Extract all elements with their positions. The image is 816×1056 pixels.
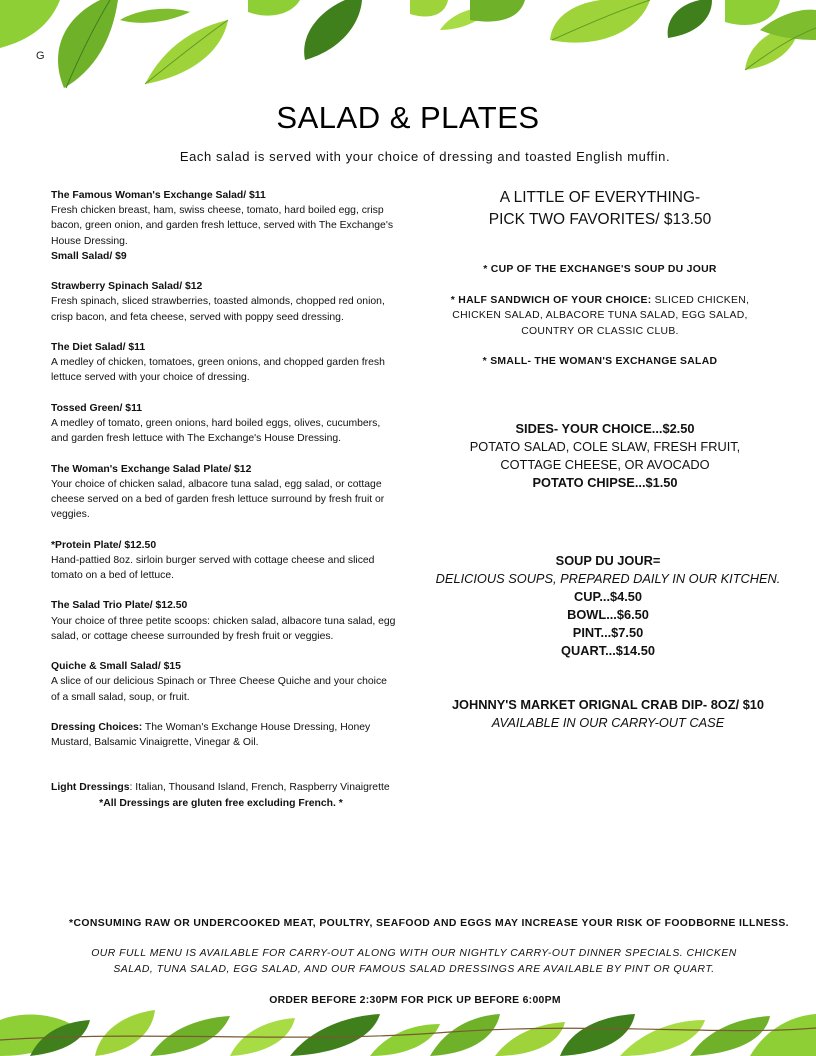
combo-heading-line1: A LITTLE OF EVERYTHING- xyxy=(499,189,701,206)
soup-cup-price: CUP...$4.50 xyxy=(573,589,643,604)
menu-item-strawberry-spinach xyxy=(51,279,396,325)
menu-item-desc: Hand-pattied 8oz. sirloin burger served with cottage cheese and sliced tomato on a bed of lettuce. xyxy=(51,554,375,581)
sides-chips: POTATO CHIPSE...$1.50 xyxy=(532,475,678,490)
combo-option-sandwich-label: * HALF SANDWICH OF YOUR CHOICE: xyxy=(450,294,652,306)
menu-item-title: The Woman's Exchange Salad Plate/ $12 xyxy=(51,463,252,475)
menu-item-quiche xyxy=(51,659,396,705)
menu-item-small-price: Small Salad/ $9 xyxy=(51,250,127,262)
menu-item-desc: Fresh spinach, sliced strawberries, toasted almonds, chopped red onion, crisp bacon, and feta cheese, served with poppy seed dressing. xyxy=(51,296,385,323)
menu-item-title: Strawberry Spinach Salad/ $12 xyxy=(51,281,203,293)
right-column xyxy=(432,186,781,730)
crab-dip-note: AVAILABLE IN OUR CARRY-OUT CASE xyxy=(491,715,725,730)
menu-item-desc: Your choice of three petite scoops: chicken salad, albacore tuna salad, egg salad, or cottage cheese surrounded by fresh fruit or veggies. xyxy=(51,615,396,642)
menu-item-desc: A slice of our delicious Spinach or Three Cheese Quiche and your choice of a small salad, soup, or fruit. xyxy=(51,676,387,703)
menu-item-title: The Salad Trio Plate/ $12.50 xyxy=(51,600,188,612)
menu-item-title: Quiche & Small Salad/ $15 xyxy=(51,661,181,673)
salad-list xyxy=(51,188,396,811)
sides-line2: COTTAGE CHEESE, OR AVOCADO xyxy=(500,457,710,472)
order-deadline: ORDER BEFORE 2:30PM FOR PICK UP BEFORE 6:00PM xyxy=(269,995,561,1006)
menu-item-desc: A medley of chicken, tomatoes, green onions, and chopped garden fresh lettuce served with your choice of dressing. xyxy=(51,357,385,384)
bottom-leaf-border xyxy=(0,1010,816,1056)
corner-letter: G xyxy=(36,50,45,62)
crab-dip-heading: JOHNNY'S MARKET ORIGNAL CRAB DIP- 8OZ/ $10 xyxy=(451,697,765,712)
menu-item-salad-plate xyxy=(51,462,396,523)
menu-item-desc: A medley of tomato, green onions, hard boiled eggs, olives, cucumbers, and garden fresh lettuce with The Exchange's House Dressing. xyxy=(51,418,381,445)
soup-bowl-price: BOWL...$6.50 xyxy=(567,607,649,622)
leaf-icon xyxy=(0,0,816,88)
combo-option-soup xyxy=(432,262,768,277)
combo-heading-line2: PICK TWO FAVORITES/ $13.50 xyxy=(488,211,712,228)
menu-item-title: The Famous Woman's Exchange Salad/ $11 xyxy=(51,190,266,201)
crab-dip-section xyxy=(432,696,784,732)
combo-options xyxy=(432,262,768,370)
gluten-free-note: *All Dressings are gluten free excluding French. * xyxy=(99,797,343,809)
menu-item-salad-trio xyxy=(51,598,396,644)
soup-tagline: DELICIOUS SOUPS, PREPARED DAILY IN OUR KITCHEN. xyxy=(435,571,781,586)
menu-item-title: Tossed Green/ $11 xyxy=(51,402,143,414)
combo-option-sandwich-text: SLICED CHICKEN, CHICKEN SALAD, ALBACORE TUNA SALAD, EGG SALAD, COUNTRY OR CLASSIC CLUB. xyxy=(452,294,750,337)
menu-item-desc: Fresh chicken breast, ham, swiss cheese, tomato, hard boiled egg, crisp bacon, green onion, and garden fresh lettuce, served with The Exchange's House Dressing. xyxy=(51,205,394,247)
carryout-note: OUR FULL MENU IS AVAILABLE FOR CARRY-OUT ALONG WITH OUR NIGHTLY CARRY-OUT DINNER SPECIALS. CHICKEN SALAD, TUNA SALAD, EGG SALAD, AND OUR FAMOUS SALAD DRESSINGS ARE AVAILABLE BY PINT OR QUART. xyxy=(91,948,737,975)
soup-section xyxy=(432,552,784,660)
light-dressings xyxy=(51,780,396,810)
foodborne-warning: *CONSUMING RAW OR UNDERCOOKED MEAT, POULTRY, SEAFOOD AND EGGS MAY INCREASE YOUR RISK OF FOODBORNE ILLNESS. xyxy=(69,918,789,929)
menu-item-desc: Your choice of chicken salad, albacore tuna salad, egg salad, or cottage cheese served on a bed of garden fresh lettuce surround by fresh fruit or veggies. xyxy=(51,478,385,521)
dressing-choices-text: The Woman's Exchange House Dressing, Honey Mustard, Balsamic Vinaigrette, Vinegar & Oil. xyxy=(51,721,371,749)
sides-section xyxy=(432,420,778,492)
soup-pint-price: PINT...$7.50 xyxy=(572,625,644,640)
sides-line1: POTATO SALAD, COLE SLAW, FRESH FRUIT, xyxy=(469,439,741,454)
light-dressings-label: Light Dressings xyxy=(51,782,130,794)
combo-option-salad xyxy=(432,354,768,369)
menu-item-tossed-green xyxy=(51,401,396,447)
dressing-choices-label: Dressing Choices: xyxy=(51,721,143,733)
page-title: SALAD & PLATES xyxy=(276,100,540,135)
combo-option-sandwich xyxy=(432,293,768,339)
soup-quart-price: QUART...$14.50 xyxy=(561,643,655,658)
page-subtitle: Each salad is served with your choice of dressing and toasted English muffin. xyxy=(179,149,671,164)
combo-option-salad-text: * SMALL- THE WOMAN'S EXCHANGE SALAD xyxy=(482,356,718,368)
leaf-icon xyxy=(0,1010,816,1056)
menu-item-title: The Diet Salad/ $11 xyxy=(51,342,146,353)
light-dressings-text: : Italian, Thousand Island, French, Raspberry Vinaigrette xyxy=(129,782,390,794)
sides-heading: SIDES- YOUR CHOICE...$2.50 xyxy=(515,421,695,436)
menu-item-famous-salad xyxy=(51,188,396,264)
top-leaf-border xyxy=(0,0,816,95)
dressing-choices xyxy=(51,720,396,750)
soup-heading: SOUP DU JOUR= xyxy=(555,553,661,568)
combo-heading xyxy=(432,187,768,231)
combo-option-soup-text: * CUP OF THE EXCHANGE'S SOUP DU JOUR xyxy=(483,264,717,275)
menu-item-protein-plate xyxy=(51,538,396,584)
menu-item-diet-salad xyxy=(51,340,396,386)
menu-item-title: *Protein Plate/ $12.50 xyxy=(51,539,157,551)
